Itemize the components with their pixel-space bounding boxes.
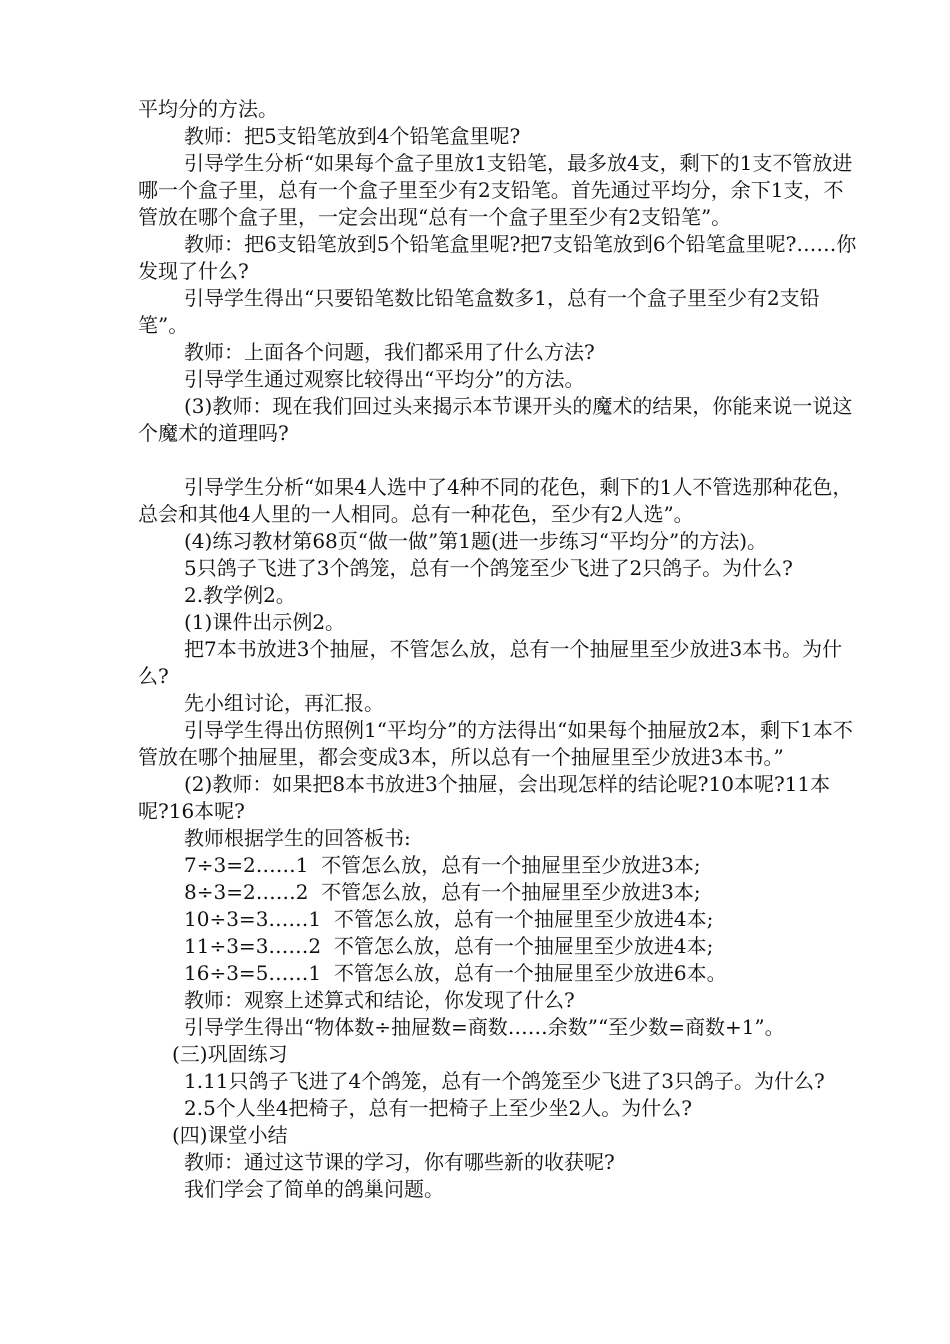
paragraph-teacher-5-pencils: 教师：把5支铅笔放到4个铅笔盒里呢?: [184, 124, 521, 148]
paragraph-example-2-title: 2.教学例2。: [184, 583, 296, 607]
paragraph-example-2-show: (1)课件出示例2。: [184, 610, 346, 634]
paragraph-books-7-3: 把7本书放进3个抽屉，不管怎么放，总有一个抽屉里至少放进3本书。为什么?: [138, 637, 843, 688]
paragraph-practice-68: (4)练习教材第68页“做一做”第1题(进一步练习“平均分”的方法)。: [184, 529, 768, 553]
formula-11-div-3: 11÷3=3……2 不管怎么放，总有一个抽屉里至少放进4本;: [184, 934, 714, 958]
practice-item-1: 1.11只鸽子飞进了4个鸽笼，总有一个鸽笼至少飞进了3只鸽子。为什么?: [184, 1069, 825, 1093]
paragraph-books-analysis: 引导学生得出仿照例1“平均分”的方法得出“如果每个抽屉放2本，剩下1本不管放在哪个抽屉里，都会变成3本，所以总有一个抽屉里至少放进3本书。”: [138, 718, 853, 769]
paragraph-blackboard-intro: 教师根据学生的回答板书:: [184, 826, 411, 850]
paragraph-teacher-method-question: 教师：上面各个问题，我们都采用了什么方法?: [184, 340, 595, 364]
summary-question: 教师：通过这节课的学习，你有哪些新的收获呢?: [184, 1150, 615, 1174]
paragraph-group-discussion: 先小组讨论，再汇报。: [184, 691, 384, 715]
paragraph-teacher-6-7-pencils: 教师：把6支铅笔放到5个铅笔盒里呢?把7支铅笔放到6个铅笔盒里呢?……你发现了什么?: [138, 232, 857, 283]
paragraph-books-questions: (2)教师：如果把8本书放进3个抽屉，会出现怎样的结论呢?10本呢?11本呢?16本呢?: [138, 772, 831, 823]
formula-10-div-3: 10÷3=3……1 不管怎么放，总有一个抽屉里至少放进4本;: [184, 907, 714, 931]
formula-7-div-3: 7÷3=2……1 不管怎么放，总有一个抽屉里至少放进3本;: [184, 853, 701, 877]
summary-answer: 我们学会了简单的鸽巢问题。: [184, 1177, 444, 1201]
paragraph-average-method: 引导学生通过观察比较得出“平均分”的方法。: [184, 367, 585, 391]
paragraph-observe-formulas: 教师：观察上述算式和结论，你发现了什么?: [184, 988, 575, 1012]
formula-8-div-3: 8÷3=2……2 不管怎么放，总有一个抽屉里至少放进3本;: [184, 880, 701, 904]
paragraph-magic-analysis: 引导学生分析“如果4人选中了4种不同的花色，剩下的1人不管选那种花色，总会和其他4人里的一人相同。总有一种花色，至少有2人选”。: [138, 475, 853, 526]
practice-item-2: 2.5个人坐4把椅子，总有一把椅子上至少坐2人。为什么?: [184, 1096, 692, 1120]
paragraph-magic-question: (3)教师：现在我们回过头来揭示本节课开头的魔术的结果，你能来说一说这个魔术的道理吗?: [138, 394, 853, 445]
paragraph-analysis-4-boxes: 引导学生分析“如果每个盒子里放1支铅笔，最多放4支，剩下的1支不管放进哪一个盒子里，总有一个盒子里至少有2支铅笔。首先通过平均分，余下1支，不管放在哪个盒子里，一定会出现“总有一个盒子里至少有2支铅笔”。: [138, 151, 853, 229]
section-three-title: (三)巩固练习: [172, 1042, 288, 1066]
paragraph-rule-pencils: 引导学生得出“只要铅笔数比铅笔盒数多1，总有一个盒子里至少有2支铅笔”。: [138, 286, 820, 337]
document-body: [138, 96, 858, 1203]
paragraph-pigeons-5-3: 5只鸽子飞进了3个鸽笼，总有一个鸽笼至少飞进了2只鸽子。为什么?: [184, 556, 793, 580]
paragraph-general-rule: 引导学生得出“物体数÷抽屉数=商数……余数”“至少数=商数+1”。: [184, 1015, 785, 1039]
paragraph-spacer: [138, 447, 858, 474]
formula-16-div-3: 16÷3=5……1 不管怎么放，总有一个抽屉里至少放进6本。: [184, 961, 727, 985]
section-four-title: (四)课堂小结: [172, 1123, 288, 1147]
paragraph-intro: 平均分的方法。: [138, 97, 278, 121]
